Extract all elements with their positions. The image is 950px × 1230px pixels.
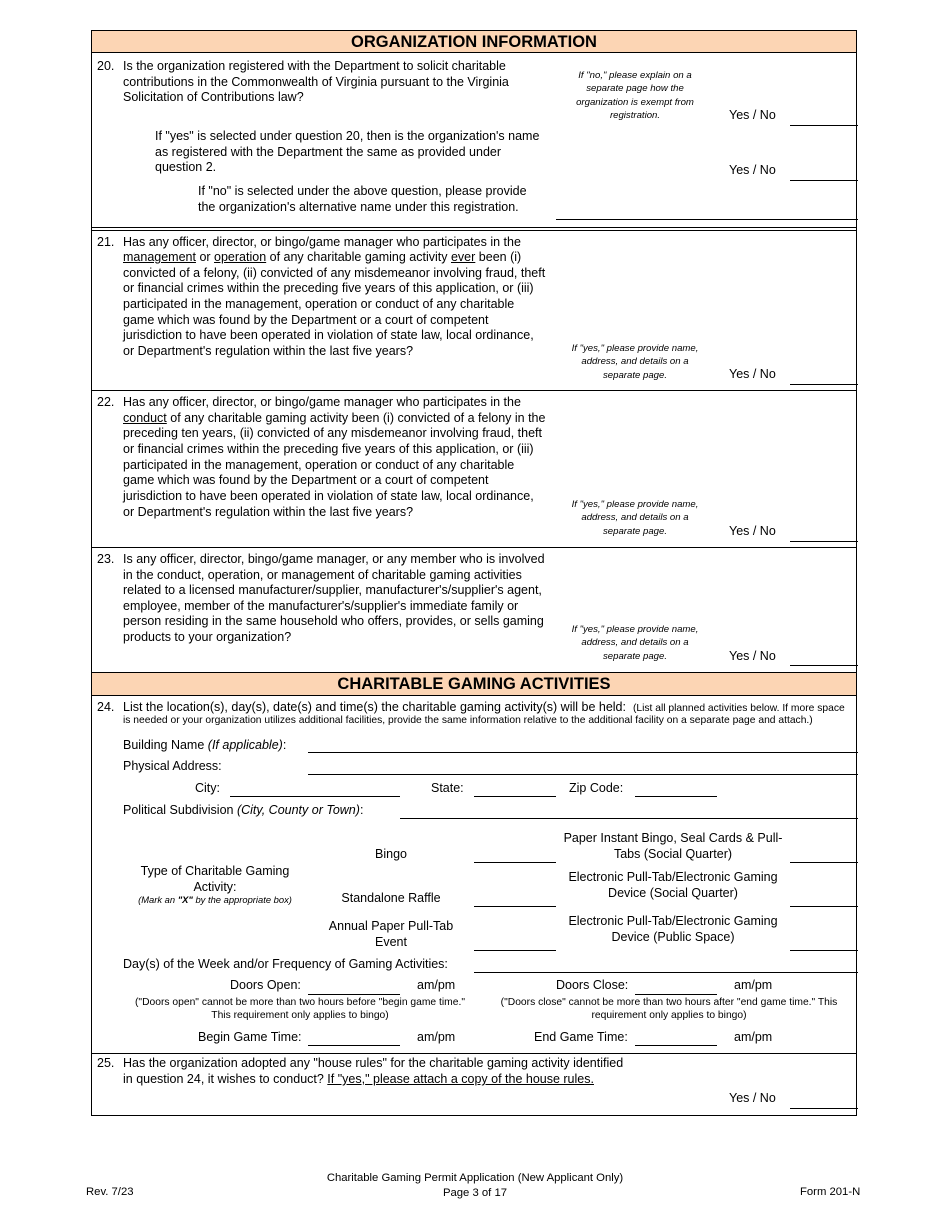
physical-address-field[interactable]: [308, 774, 858, 775]
q23-number: 23.: [97, 552, 115, 566]
bingo-label: Bingo: [375, 847, 407, 861]
days-field[interactable]: [474, 972, 858, 973]
doors-open-note-line: This requirement only applies to bingo): [211, 1010, 389, 1022]
q24-lead-text: List the location(s), day(s), date(s) and time(s) the charitable gaming activity(s) will be held:: [123, 700, 626, 714]
q24-lead-small: (List all planned activities below. If more space: [632, 703, 845, 714]
q20-note-line: separate page how the: [586, 83, 684, 95]
pulltab-event-label: [310, 919, 472, 950]
mark-instruction-x: "X": [177, 894, 193, 905]
epull-social-line: Electronic Pull-Tab/Electronic Gaming: [568, 870, 778, 884]
q20-line-2: contributions in the Commonwealth of Virginia pursuant to the Virginia: [123, 75, 509, 89]
end-time-label: End Game Time:: [534, 1030, 628, 1044]
q22-number: 22.: [97, 395, 115, 409]
mark-instruction-a: (Mark an: [138, 894, 178, 905]
q20-sub2-line-2: the organization's alternative name under this registration.: [198, 200, 519, 214]
q23-line: person residing in the same household who offers, provides, or sells gaming: [123, 614, 544, 628]
q21-line: convicted of a felony, (ii) convicted of any misdemeanor involving fraud, theft: [123, 266, 546, 280]
q21-or-word: or: [195, 250, 215, 264]
pulltab-line: Event: [375, 934, 407, 949]
physical-address-label: Physical Address:: [123, 759, 222, 773]
begin-time-field[interactable]: [308, 1045, 400, 1046]
gaming-type-label: [120, 864, 310, 895]
q23-line: employee, member of the manufacturer's/supplier's immediate family or: [123, 599, 519, 613]
raffle-label: Standalone Raffle: [341, 891, 441, 905]
begin-time-ampm: am/pm: [417, 1030, 456, 1044]
q21-line-2: [123, 250, 521, 266]
q20-answer-field[interactable]: [790, 125, 858, 126]
political-subdivision-text: Political Subdivision: [123, 803, 234, 817]
political-subdivision-field[interactable]: [400, 818, 858, 819]
q21-note-line: address, and details on a: [581, 356, 689, 368]
org-info-title: ORGANIZATION INFORMATION: [351, 33, 597, 51]
doors-close-note-line: ("Doors close" cannot be more than two hours after "end game time." This: [500, 997, 838, 1008]
footer-revision: Rev. 7/23: [86, 1186, 134, 1198]
footer-page-number: Page 3 of 17: [442, 1187, 508, 1199]
political-subdivision-label: [123, 803, 363, 819]
doors-open-label: Doors Open:: [230, 978, 301, 992]
building-name-field[interactable]: [308, 752, 858, 753]
q22-line: preceding ten years, (ii) convicted of any misdemeanor involving fraud, theft: [123, 426, 542, 440]
q22-note: [560, 498, 710, 538]
q25-house-rules-note: If "yes," please attach a copy of the house rules.: [327, 1072, 594, 1086]
q20-number: 20.: [97, 59, 115, 73]
q25-answer-label: Yes / No: [729, 1091, 776, 1105]
doors-close-field[interactable]: [635, 994, 717, 995]
q20-note-line: organization is exempt from: [576, 96, 694, 108]
q23-answer-label: Yes / No: [729, 649, 776, 663]
q22-answer-field[interactable]: [790, 541, 858, 542]
divider: [91, 227, 857, 228]
q21-note: [560, 342, 710, 382]
begin-time-label: Begin Game Time:: [198, 1030, 302, 1044]
q21-number: 21.: [97, 235, 115, 249]
q20-note-line: registration.: [609, 110, 661, 122]
building-name-italic: (If applicable): [207, 738, 283, 752]
q23-note-line: If "yes," please provide name,: [571, 624, 699, 635]
q21-mid-text: of any charitable gaming activity: [266, 250, 451, 264]
bingo-checkbox-field[interactable]: [474, 862, 556, 863]
doors-open-ampm: am/pm: [417, 978, 456, 992]
q23-line: related to a licensed manufacturer/supplier, manufacturer's/supplier's agent,: [123, 583, 542, 597]
q23-line: Is any officer, director, bingo/game manager, or any member who is involved: [123, 552, 545, 566]
epull-public-line: Electronic Pull-Tab/Electronic Gaming: [568, 914, 778, 928]
q21-line: or financial crimes within the preceding five years of this application, or (iii): [123, 281, 534, 295]
q22-note-line: If "yes," please provide name,: [571, 499, 699, 510]
divider: [91, 1053, 857, 1054]
q21-line: participated in the management, operation or conduct of any charitable: [123, 297, 515, 311]
q21-answer-field[interactable]: [790, 384, 858, 385]
building-name-label: [123, 738, 286, 754]
q22-end-text: of any charitable gaming activity been (i) convicted of a felony in the: [166, 411, 546, 425]
footer-title: Charitable Gaming Permit Application (New Applicant Only): [326, 1172, 624, 1184]
epull-public-line: Device (Public Space): [611, 929, 735, 944]
q20-sub2-line-1: If "no" is selected under the above question, please provide: [198, 184, 527, 198]
q20-answer-label: Yes / No: [729, 108, 776, 122]
q23-note-line: separate page.: [602, 650, 667, 662]
q25-number: 25.: [97, 1056, 115, 1070]
divider: [91, 230, 857, 231]
doors-close-note-line: requirement only applies to bingo): [591, 1010, 747, 1022]
zip-label: Zip Code:: [569, 781, 624, 795]
q21-line: game which was found by the Department or a court of competent: [123, 313, 489, 327]
q21-management-word: management: [123, 250, 196, 264]
doors-open-note: [120, 996, 480, 1023]
epull-public-label: [558, 914, 788, 945]
political-subdivision-colon: :: [359, 803, 364, 817]
instant-bingo-checkbox-field[interactable]: [790, 862, 858, 863]
q20-sub1-line-2: as registered with the Department the same as provided under: [155, 145, 502, 159]
epull-social-checkbox-field[interactable]: [790, 906, 858, 907]
q21-note-line: separate page.: [602, 369, 667, 381]
epull-social-label: [558, 870, 788, 901]
q20-sub1-line-3: question 2.: [155, 160, 217, 174]
zip-field[interactable]: [635, 796, 717, 797]
q21-ever-word: ever: [450, 250, 476, 264]
state-field[interactable]: [474, 796, 556, 797]
q21-line: jurisdiction to have been operated in violation of state law, local ordinance,: [123, 328, 534, 342]
q22-line-2: [123, 411, 545, 427]
q23-note-line: address, and details on a: [581, 637, 689, 649]
q21-line-1: Has any officer, director, or bingo/game manager who participates in the: [123, 235, 521, 249]
q20-sub1-answer-label: Yes / No: [729, 163, 776, 177]
raffle-checkbox-field[interactable]: [474, 906, 556, 907]
q20-note-line: If "no," please explain on a: [578, 70, 692, 81]
doors-open-note-line: ("Doors open" cannot be more than two hours before "begin game time.": [134, 997, 465, 1008]
building-name-colon: :: [282, 738, 287, 752]
q22-note-line: address, and details on a: [581, 512, 689, 524]
gaming-header: [92, 673, 856, 696]
q21-line: or Department's regulation within the last five years?: [123, 344, 414, 358]
q25-line-1: Has the organization adopted any "house rules" for the charitable gaming activity identified: [123, 1056, 624, 1070]
doors-close-note: [493, 996, 845, 1023]
q22-line-1: Has any officer, director, or bingo/game manager who participates in the: [123, 395, 521, 409]
city-label: City:: [195, 781, 220, 795]
q22-note-line: separate page.: [602, 525, 667, 537]
days-label: Day(s) of the Week and/or Frequency of Gaming Activities:: [123, 957, 448, 971]
divider: [91, 390, 857, 391]
q25-line-2: [123, 1072, 594, 1088]
q22-line: jurisdiction to have been operated in violation of state law, local ordinance,: [123, 489, 534, 503]
q25-answer-field[interactable]: [790, 1108, 858, 1109]
q24-number: 24.: [97, 700, 115, 714]
end-time-field[interactable]: [635, 1045, 717, 1046]
footer-form-number: Form 201-N: [800, 1186, 861, 1198]
q20-sub1-answer-field[interactable]: [790, 180, 858, 181]
q21-end-text: been (i): [475, 250, 522, 264]
q25-line-2-text: in question 24, it wishes to conduct?: [123, 1072, 328, 1086]
q21-answer-label: Yes / No: [729, 367, 776, 381]
q22-answer-label: Yes / No: [729, 524, 776, 538]
q24-lead-small-2: is needed or your organization utilizes additional facilities, provide the same information relative to the additional facility on a separate page and attach.): [123, 715, 813, 726]
political-subdivision-italic: (City, County or Town): [236, 803, 360, 817]
pulltab-checkbox-field[interactable]: [474, 950, 556, 951]
q22-line: or financial crimes within the preceding five years of this application, or (iii): [123, 442, 534, 456]
q22-line: or Department's regulation within the last five years?: [123, 505, 414, 519]
gaming-title: CHARITABLE GAMING ACTIVITIES: [337, 675, 611, 693]
gaming-type-instruction: [118, 894, 312, 906]
doors-open-field[interactable]: [308, 994, 400, 995]
city-field[interactable]: [230, 796, 400, 797]
doors-close-label: Doors Close:: [556, 978, 629, 992]
q21-note-line: If "yes," please provide name,: [571, 343, 699, 354]
epull-public-checkbox-field[interactable]: [790, 950, 858, 951]
q23-line: products to your organization?: [123, 630, 292, 644]
q21-operation-word: operation: [214, 250, 267, 264]
q20-line-1: Is the organization registered with the Department to solicit charitable: [123, 59, 506, 73]
q23-line: in the conduct, operation, or management of charitable gaming activities: [123, 568, 522, 582]
q22-line: participated in the management, operation or conduct of any charitable: [123, 458, 515, 472]
q23-answer-field[interactable]: [790, 665, 858, 666]
end-time-ampm: am/pm: [734, 1030, 773, 1044]
q20-note: [560, 69, 710, 123]
q22-conduct-word: conduct: [123, 411, 167, 425]
state-label: State:: [431, 781, 464, 795]
pulltab-line: Annual Paper Pull-Tab: [328, 919, 454, 933]
instant-bingo-label: [558, 831, 788, 862]
instant-bingo-line: Paper Instant Bingo, Seal Cards & Pull-: [563, 831, 783, 845]
q20-sub1-line-1: If "yes" is selected under question 20, then is the organization's name: [155, 129, 540, 143]
epull-social-line: Device (Social Quarter): [608, 885, 738, 900]
gaming-type-line: Activity:: [193, 879, 237, 894]
gaming-type-line: Type of Charitable Gaming: [140, 864, 290, 878]
q20-alt-name-field[interactable]: [556, 219, 858, 220]
instant-bingo-line: Tabs (Social Quarter): [613, 846, 733, 861]
building-name-text: Building Name: [123, 738, 205, 752]
q22-line: game which was found by the Department or a court of competent: [123, 473, 489, 487]
mark-instruction-b: by the appropriate box): [192, 894, 292, 905]
q20-line-3: Solicitation of Contributions law?: [123, 90, 304, 104]
doors-close-ampm: am/pm: [734, 978, 773, 992]
org-info-header: [92, 31, 856, 53]
q23-note: [560, 623, 710, 663]
divider: [91, 547, 857, 548]
